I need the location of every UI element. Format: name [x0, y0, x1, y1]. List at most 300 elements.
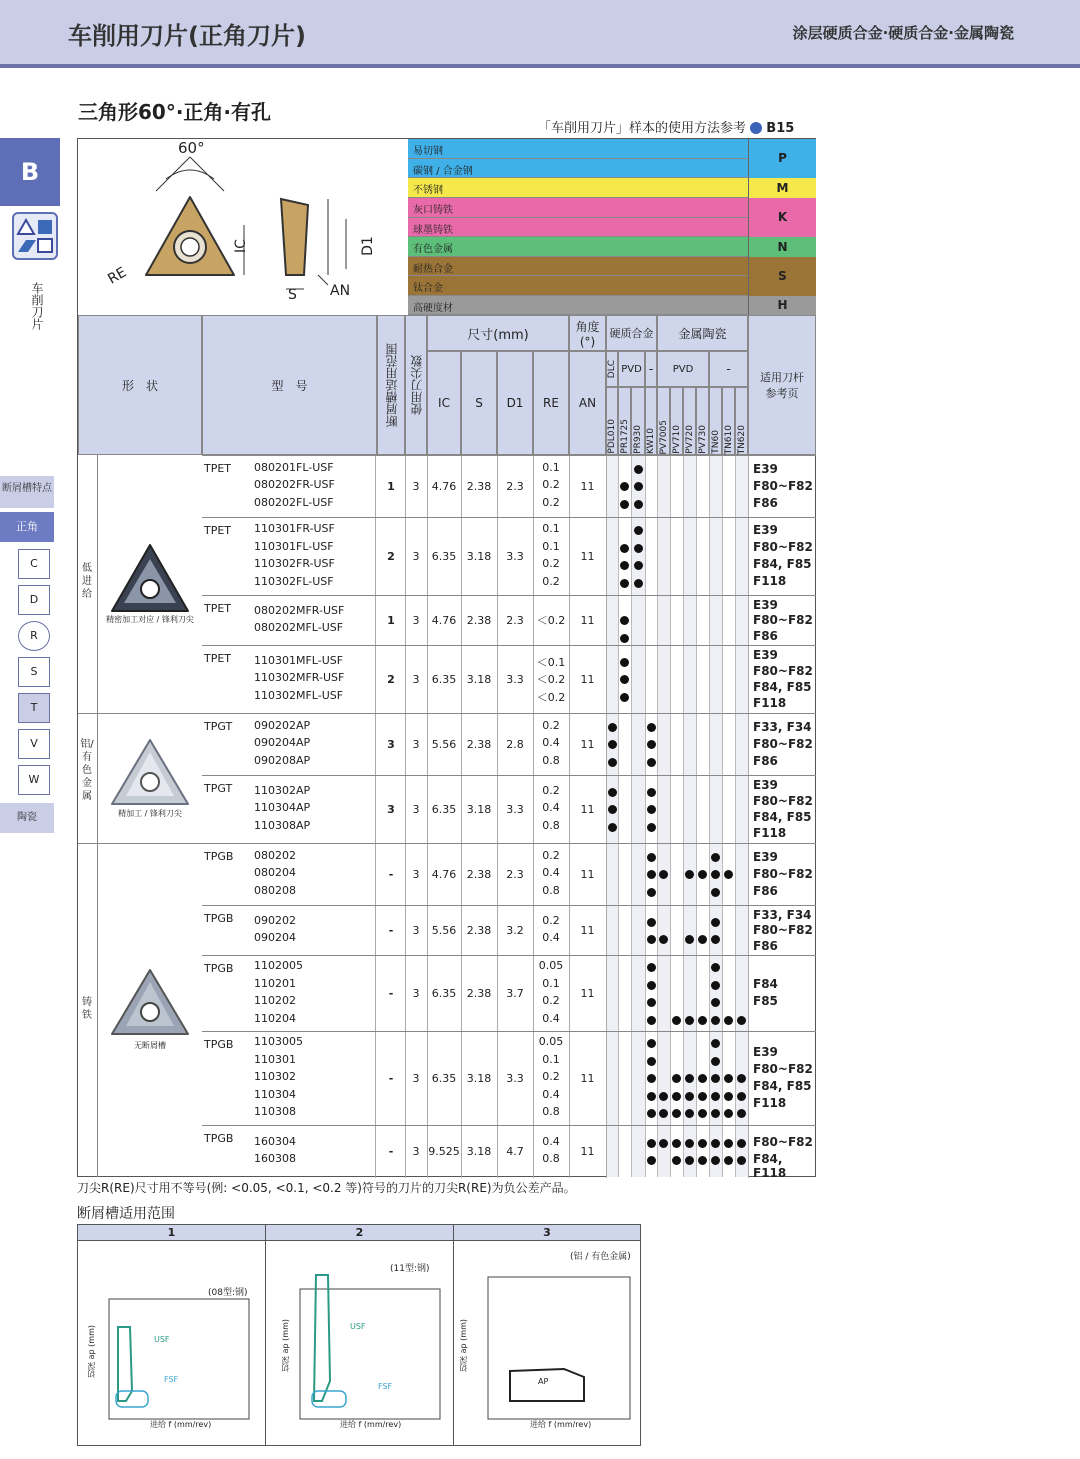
header-an [569, 351, 606, 455]
an-value: 11 [580, 987, 595, 1000]
availability-dot [647, 1016, 656, 1025]
insert-image-ap [108, 738, 192, 808]
header-chip-range [377, 315, 405, 455]
re-value: ＜0.2 [536, 673, 566, 687]
availability-dot [724, 1109, 733, 1118]
header-ic-text: IC [438, 396, 450, 410]
availability-dot [620, 693, 629, 702]
material-row [408, 296, 748, 315]
header-dlc-text: DLC [607, 359, 617, 379]
availability-dot [711, 998, 720, 1007]
material-name: 灰口铸铁 [413, 205, 453, 216]
material-code: K [748, 198, 816, 237]
availability-dot [647, 1139, 656, 1148]
availability-dot [685, 1156, 694, 1165]
model-code: 110301 [254, 1052, 296, 1066]
availability-dot [647, 1039, 656, 1048]
availability-dot [634, 482, 643, 491]
header-angle-text: 角度(°) [575, 319, 600, 349]
availability-dot [620, 634, 629, 643]
availability-dot [608, 823, 617, 832]
material-code: P [748, 139, 816, 178]
s-value: 3.18 [466, 673, 492, 686]
availability-dot [698, 1092, 707, 1101]
header-re [533, 351, 569, 455]
re-value: 0.1 [542, 460, 560, 474]
re-value: 0.2 [542, 495, 560, 509]
re-value: 0.4 [542, 801, 560, 815]
header-dash-2 [709, 351, 748, 387]
table-row[interactable] [202, 775, 816, 843]
material-name: 碳钢 / 合金钢 [413, 166, 473, 177]
availability-dot [647, 963, 656, 972]
holder-page-link: F84, F118 [753, 1152, 787, 1180]
ic-value: 6.35 [431, 987, 457, 1000]
availability-dot [647, 918, 656, 927]
chip-chart-1-note: (08型:钢) [208, 1288, 248, 1298]
holder-page-link: F84 [753, 977, 778, 991]
holder-page-link: F118 [753, 1096, 787, 1110]
availability-dot [647, 758, 656, 767]
grade-header-tn60 [709, 387, 722, 455]
availability-dot [711, 1092, 720, 1101]
holder-page-link: F80~F82 [753, 923, 813, 938]
holder-page-link: F80~F82 [753, 478, 813, 493]
model-prefix: TPGT [204, 782, 233, 795]
model-code: 080202MFR-USF [254, 603, 345, 617]
holder-page-link: E39 [753, 849, 778, 864]
page-header [0, 0, 1080, 68]
availability-dot [634, 561, 643, 570]
availability-dot [698, 1016, 707, 1025]
model-code: 090204AP [254, 736, 311, 750]
availability-dot [711, 1057, 720, 1066]
insert-drawing [78, 139, 408, 315]
re-value: 0.4 [542, 1011, 560, 1025]
edges-value: 3 [412, 673, 420, 686]
chip-chart-1-number: 1 [78, 1225, 265, 1241]
holder-page-link: F80~F82 [753, 664, 813, 678]
table-row[interactable] [202, 843, 816, 905]
reference-note [538, 117, 794, 136]
availability-dot [647, 853, 656, 862]
availability-dot [698, 870, 707, 879]
availability-dot [737, 1092, 746, 1101]
availability-dot [711, 1016, 720, 1025]
header-d1-text: D1 [506, 396, 524, 410]
model-prefix: TPET [204, 652, 232, 665]
model-prefix: TPET [204, 524, 232, 537]
header-dims [427, 315, 569, 351]
re-value: 0.8 [542, 818, 560, 832]
model-code: 090202AP [254, 718, 311, 732]
holder-page-link: F80~F82 [753, 866, 813, 881]
s-value: 2.38 [466, 480, 492, 493]
chip-range-value: - [388, 1145, 394, 1158]
availability-dot [659, 1092, 668, 1101]
chip-chart-1-curve-usf: USF [154, 1335, 170, 1344]
model-prefix: TPGB [204, 1038, 234, 1051]
chip-chart-2-ylabel: 切深 ap (mm) [281, 1319, 290, 1372]
material-name: 易切钢 [413, 146, 443, 157]
group-label-nonferrous: 铝/有色金属 [80, 739, 94, 802]
chip-range-value: - [388, 924, 394, 937]
group-label-cast-iron: 铸铁 [82, 997, 92, 1021]
an-value: 11 [580, 1072, 595, 1085]
d1-value: 3.3 [506, 803, 524, 816]
material-name: 钛合金 [413, 283, 443, 294]
header-angle [569, 315, 606, 351]
header-an-text: AN [578, 396, 597, 410]
holder-page-link: F118 [753, 826, 787, 840]
availability-dot [672, 1139, 681, 1148]
header-holder [748, 315, 816, 455]
model-code: 110301FR-USF [254, 522, 335, 535]
grade-header-text: PV730 [697, 425, 708, 454]
availability-dot [620, 658, 629, 667]
header-edges-text: 使用刀尖数 [409, 355, 424, 415]
availability-dot [634, 544, 643, 553]
availability-dot [737, 1074, 746, 1083]
material-name: 不锈钢 [413, 185, 443, 196]
header-carbide [606, 315, 657, 351]
model-code: 110302AP [254, 783, 311, 797]
availability-dot [685, 1074, 694, 1083]
model-code: 080201FL-USF [254, 460, 334, 474]
s-value: 3.18 [466, 1145, 492, 1158]
material-name: 球墨铸铁 [413, 225, 453, 236]
chip-chart-2-note: (11型:钢) [390, 1264, 430, 1274]
availability-dot [659, 935, 668, 944]
material-name: 高硬度材 [413, 303, 453, 314]
chip-range-value: 3 [387, 738, 395, 751]
header-pvd-2 [657, 351, 709, 387]
re-value: 0.2 [542, 557, 560, 570]
side-vertical-label: 车削刀片 [30, 282, 44, 330]
holder-page-link: F84, F85 [753, 1079, 812, 1093]
header-d1 [497, 351, 533, 455]
holder-page-link: F84, F85 [753, 680, 812, 694]
s-value: 3.18 [466, 803, 492, 816]
ic-value: 6.35 [431, 673, 457, 686]
an-label: AN [330, 283, 351, 299]
table-row[interactable] [202, 517, 816, 595]
header-model [202, 315, 377, 455]
holder-page-link: E39 [753, 523, 778, 537]
header-pvd-1 [618, 351, 645, 387]
availability-dot [711, 870, 720, 879]
availability-dot [737, 1016, 746, 1025]
availability-dot [634, 579, 643, 588]
model-prefix: TPET [204, 462, 232, 475]
chip-range-value: 3 [387, 803, 395, 816]
availability-dot [620, 500, 629, 509]
model-prefix: TPGB [204, 1132, 234, 1145]
d1-value: 2.8 [506, 738, 524, 751]
section-letter-tab[interactable]: B [0, 138, 60, 206]
d1-value: 2.3 [506, 868, 524, 881]
availability-dot [672, 1109, 681, 1118]
material-code: N [748, 237, 816, 257]
model-prefix: TPGT [204, 720, 233, 733]
table-row[interactable] [202, 1125, 816, 1180]
chip-range-value: - [388, 868, 394, 881]
model-prefix: TPGB [204, 962, 234, 975]
availability-dot [608, 805, 617, 814]
an-value: 11 [580, 673, 595, 686]
grade-header-pv7005 [657, 387, 670, 455]
availability-dot [711, 1109, 720, 1118]
grade-header-text: TN610 [723, 424, 734, 454]
availability-dot [724, 1074, 733, 1083]
re-label: RE [105, 264, 130, 288]
holder-page-link: F118 [753, 696, 787, 710]
availability-dot [698, 1139, 707, 1148]
re-value: 0.8 [542, 1152, 560, 1165]
ic-value: 6.35 [431, 803, 457, 816]
table-row[interactable] [202, 455, 816, 517]
grade-header-pdl010 [606, 387, 618, 455]
re-value: 0.2 [542, 718, 560, 732]
header-shape-text: 形 状 [121, 378, 158, 393]
re-value: 0.1 [542, 976, 560, 990]
re-value: 0.4 [542, 931, 560, 944]
nav-shape-s[interactable]: S [18, 657, 50, 687]
availability-dot [672, 1156, 681, 1165]
holder-page-link: F80~F82 [753, 1135, 813, 1149]
re-value: 0.1 [542, 522, 560, 535]
d1-value: 3.3 [506, 550, 524, 563]
an-value: 11 [580, 614, 595, 627]
availability-dot [647, 935, 656, 944]
material-row [408, 218, 748, 237]
re-value: 0.2 [542, 848, 560, 862]
nav-shape-w[interactable]: W [18, 765, 50, 795]
grade-header-pv710 [670, 387, 683, 455]
edges-value: 3 [412, 614, 420, 627]
holder-page-link: F33, F34 [753, 908, 812, 922]
availability-dot [647, 888, 656, 897]
availability-dot [647, 823, 656, 832]
availability-dot [724, 1139, 733, 1148]
model-code: 110304AP [254, 801, 311, 815]
s-value: 2.38 [466, 924, 492, 937]
ic-value: 5.56 [431, 738, 457, 751]
nav-shape-t[interactable]: T [18, 693, 50, 723]
availability-dot [685, 1109, 694, 1118]
chip-chart-2 [265, 1224, 454, 1446]
table-row[interactable] [202, 713, 816, 775]
section-title: 三角形60°·正角·有孔 [78, 100, 272, 124]
model-code: 090208AP [254, 753, 311, 767]
model-code: 080208 [254, 883, 296, 897]
edges-value: 3 [412, 987, 420, 1000]
chip-chart-3-curve-ap: AP [538, 1377, 549, 1386]
table-row[interactable] [202, 645, 816, 713]
availability-dot [647, 723, 656, 732]
availability-dot [620, 616, 629, 625]
model-code: 110302FL-USF [254, 574, 334, 588]
availability-dot [620, 561, 629, 570]
model-code: 090202 [254, 913, 296, 927]
chip-section-title: 断屑槽适用范围 [77, 1206, 175, 1222]
holder-page-link: F86 [753, 495, 778, 510]
chip-range-value: 2 [387, 673, 395, 686]
header-cermet [657, 315, 748, 351]
header-holder-text: 适用刀杆参考页 [760, 371, 804, 400]
holder-page-link: F84, F85 [753, 557, 812, 571]
nav-ceramic[interactable]: 陶瓷 [0, 803, 54, 833]
holder-page-link: F86 [753, 883, 778, 898]
nav-positive[interactable]: 正角 [0, 512, 54, 542]
grade-header-tn610 [722, 387, 735, 455]
ic-value: 4.76 [431, 480, 457, 493]
edges-value: 3 [412, 480, 420, 493]
d1-value: 2.3 [506, 614, 524, 627]
nav-chip-features[interactable]: 断屑槽特点 [0, 476, 54, 508]
model-code: 080202FL-USF [254, 495, 334, 509]
ic-value: 9.525 [428, 1145, 460, 1158]
table-row[interactable] [202, 955, 816, 1031]
holder-page-link: F86 [753, 753, 778, 768]
grade-header-text: PV720 [684, 425, 695, 454]
model-code: 1103005 [254, 1035, 303, 1049]
availability-dot [685, 1016, 694, 1025]
grade-header-tn620 [735, 387, 748, 455]
grade-header-pr1725 [618, 387, 631, 455]
s-value: 3.18 [466, 550, 492, 563]
re-value: 0.2 [542, 478, 560, 492]
header-dims-text: 尺寸(mm) [467, 327, 529, 343]
header-model-text: 型 号 [271, 378, 308, 393]
model-code: 080202MFL-USF [254, 621, 344, 634]
edges-value: 3 [412, 868, 420, 881]
chip-chart-1-xlabel: 进给 f (mm/rev) [150, 1420, 212, 1429]
re-value: 0.4 [542, 736, 560, 750]
availability-dot [737, 1139, 746, 1148]
model-code: 090204 [254, 931, 296, 944]
nav-shape-d[interactable]: D [18, 585, 50, 615]
availability-dot [724, 1016, 733, 1025]
insert-caption-ap: 精加工 / 锋利刀尖 [118, 809, 182, 818]
chip-chart-2-number: 2 [266, 1225, 453, 1241]
grade-header-text: KW10 [646, 428, 656, 454]
material-row [408, 237, 748, 257]
edges-value: 3 [412, 738, 420, 751]
material-row [408, 139, 748, 159]
material-name: 有色金属 [413, 244, 453, 255]
header-carbide-text: 硬质合金 [609, 327, 654, 340]
table-row[interactable] [202, 1031, 816, 1125]
footnote: 刀尖R(RE)尺寸用不等号(例: <0.05, <0.1, <0.2 等)符号的刀片的刀尖R(RE)为负公差产品。 [77, 1181, 576, 1195]
ic-value: 5.56 [431, 924, 457, 937]
chip-chart-3-number: 3 [454, 1225, 640, 1241]
availability-dot [698, 1109, 707, 1118]
nav-shape-r[interactable]: R [18, 621, 50, 651]
model-code: 080202FR-USF [254, 478, 335, 492]
insert-shapes-icon[interactable] [12, 212, 58, 260]
availability-dot [724, 1092, 733, 1101]
availability-dot [647, 998, 656, 1007]
material-row [408, 257, 748, 276]
availability-dot [698, 1156, 707, 1165]
availability-dot [647, 1057, 656, 1066]
availability-dot [685, 935, 694, 944]
holder-page-link: F80~F82 [753, 736, 813, 751]
re-value: 0.05 [538, 1035, 564, 1049]
insert-image-plain [108, 968, 192, 1038]
d1-value: 4.7 [506, 1145, 524, 1158]
availability-dot [737, 1109, 746, 1118]
page-subtitle: 涂层硬质合金·硬质合金·金属陶瓷 [792, 24, 1014, 42]
re-value: 0.8 [542, 753, 560, 767]
availability-dot [672, 1074, 681, 1083]
chip-chart-2-curve-usf: USF [350, 1322, 366, 1331]
re-value: ＜0.2 [536, 614, 566, 628]
grade-header-pv720 [683, 387, 696, 455]
model-code: 110302MFR-USF [254, 671, 345, 685]
nav-shape-v[interactable]: V [18, 729, 50, 759]
holder-page-link: E39 [753, 778, 778, 792]
table-row[interactable] [202, 595, 816, 645]
nav-shape-c[interactable]: C [18, 549, 50, 579]
availability-dot [647, 740, 656, 749]
availability-dot [711, 1139, 720, 1148]
angle-label: 60° [178, 139, 205, 157]
availability-dot [634, 526, 643, 535]
header-s [461, 351, 497, 455]
chip-range-value: 2 [387, 550, 395, 563]
grade-header-pr930 [631, 387, 645, 455]
model-prefix: TPGB [204, 912, 234, 925]
header-pvd-1-text: PVD [621, 363, 642, 375]
re-value: 0.4 [542, 866, 560, 880]
d1-value: 3.7 [506, 987, 524, 1000]
s-label: S [288, 287, 297, 303]
model-code: 110301FL-USF [254, 539, 334, 553]
re-value: 0.4 [542, 1134, 560, 1148]
header-cermet-text: 金属陶瓷 [678, 326, 727, 341]
table-row[interactable] [202, 905, 816, 955]
re-value: 0.8 [542, 1105, 560, 1119]
chip-chart-3-xlabel: 进给 f (mm/rev) [530, 1420, 592, 1429]
availability-dot [620, 544, 629, 553]
availability-dot [608, 758, 617, 767]
availability-dot [711, 963, 720, 972]
header-chip-range-text: 断屑槽适用范围 [384, 343, 399, 427]
holder-page-link: F85 [753, 994, 778, 1008]
an-value: 11 [580, 480, 595, 493]
chip-range-value: 1 [387, 480, 395, 493]
material-row [408, 178, 748, 198]
availability-dot [711, 918, 720, 927]
s-value: 2.38 [466, 614, 492, 627]
grade-header-text: PV710 [671, 425, 682, 454]
grade-header-pv730 [696, 387, 709, 455]
availability-dot [620, 482, 629, 491]
reference-page[interactable]: B15 [766, 121, 795, 136]
an-value: 11 [580, 550, 595, 563]
holder-page-link: F80~F82 [753, 613, 813, 628]
availability-dot [698, 1074, 707, 1083]
holder-page-link: F118 [753, 574, 787, 588]
availability-dot [647, 805, 656, 814]
header-edges [405, 315, 427, 455]
model-code: 160308 [254, 1152, 296, 1165]
chip-chart-1-curve-fsf: FSF [164, 1375, 179, 1384]
model-code: 110302FR-USF [254, 557, 335, 570]
ic-value: 6.35 [431, 550, 457, 563]
